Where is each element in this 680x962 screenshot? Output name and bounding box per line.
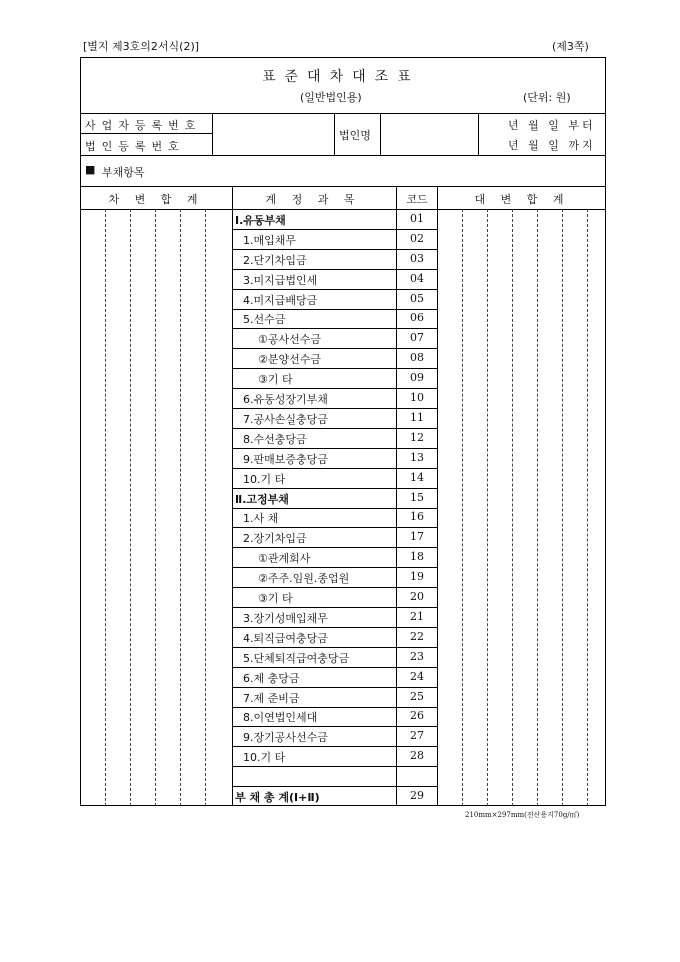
account-label: 2.단기차입금 (243, 253, 307, 267)
account-code: 26 (410, 709, 424, 723)
credit-amount-field[interactable] (438, 567, 606, 587)
row-divider (232, 388, 437, 389)
debit-amount-field[interactable] (80, 388, 232, 408)
account-code: 17 (410, 530, 424, 544)
corp-name-field[interactable] (381, 113, 478, 155)
debit-amount-field[interactable] (80, 348, 232, 368)
debit-amount-field[interactable] (80, 428, 232, 448)
corp-reg-field[interactable] (212, 134, 334, 155)
debit-amount-field[interactable] (80, 567, 232, 587)
row-divider (232, 587, 437, 588)
credit-amount-field[interactable] (438, 209, 606, 229)
debit-amount-field[interactable] (80, 527, 232, 547)
account-label: ①공사선수금 (258, 333, 321, 347)
credit-amount-field[interactable] (438, 647, 606, 667)
account-code: 15 (410, 490, 424, 504)
divider (232, 186, 233, 806)
account-label: 9.판매보증충당금 (243, 452, 328, 466)
debit-amount-field[interactable] (80, 766, 232, 786)
account-code: 13 (410, 450, 424, 464)
account-label: 1.매입채무 (243, 233, 296, 247)
debit-amount-field[interactable] (80, 547, 232, 567)
account-label: 7.공사손실충당금 (243, 412, 328, 426)
row-divider (232, 766, 437, 767)
debit-amount-field[interactable] (80, 289, 232, 309)
row-divider (232, 309, 437, 310)
row-divider (232, 269, 437, 270)
debit-amount-field[interactable] (80, 587, 232, 607)
account-label: ①관계회사 (258, 552, 311, 566)
account-label: 4.퇴직급여충당금 (243, 631, 328, 645)
account-label: 9.장기공사선수금 (243, 731, 328, 745)
row-divider (232, 468, 437, 469)
row-divider (232, 687, 437, 688)
debit-amount-field[interactable] (80, 328, 232, 348)
corp-name-label: 법인명 (339, 129, 371, 142)
account-label: ②분양선수금 (258, 353, 321, 367)
credit-amount-field[interactable] (438, 428, 606, 448)
row-divider (232, 607, 437, 608)
account-label: Ⅱ.고정부채 (235, 492, 289, 506)
row-divider (232, 726, 437, 727)
account-label: 1.사 채 (243, 512, 279, 526)
account-code: 23 (410, 649, 424, 663)
row-divider (232, 249, 437, 250)
row-divider (232, 647, 437, 648)
credit-amount-field[interactable] (438, 587, 606, 607)
account-label: 3.장기성매입채무 (243, 611, 328, 625)
account-code: 24 (410, 669, 424, 683)
credit-amount-field[interactable] (438, 488, 606, 508)
biz-reg-field[interactable] (212, 113, 334, 133)
account-code: 29 (410, 789, 424, 803)
row-divider (232, 448, 437, 449)
credit-amount-field[interactable] (438, 627, 606, 647)
credit-amount-field[interactable] (438, 309, 606, 329)
account-code: 07 (410, 331, 424, 345)
account-code: 02 (410, 231, 424, 245)
credit-amount-field[interactable] (438, 527, 606, 547)
debit-amount-field[interactable] (80, 607, 232, 627)
debit-amount-field[interactable] (80, 647, 232, 667)
code-header: 코드 (406, 193, 428, 206)
debit-amount-field[interactable] (80, 786, 232, 806)
debit-amount-field[interactable] (80, 368, 232, 388)
account-header: 계 정 과 목 (265, 193, 361, 206)
divider (80, 113, 606, 114)
account-label: 3.미지급법인세 (243, 273, 318, 287)
page-label: (제3쪽) (552, 40, 589, 53)
period-to: 년 월 일 까지 (508, 139, 596, 152)
account-label: 6.유동성장기부채 (243, 393, 328, 407)
paper-spec: 210mm×297mm(전산용지70g/㎡) (465, 811, 580, 819)
credit-amount-field[interactable] (438, 388, 606, 408)
debit-amount-field[interactable] (80, 508, 232, 528)
credit-amount-field[interactable] (438, 448, 606, 468)
credit-header: 대 변 합 계 (474, 193, 570, 206)
credit-amount-field[interactable] (438, 667, 606, 687)
account-code: 09 (410, 371, 424, 385)
credit-amount-field[interactable] (438, 348, 606, 368)
account-label: ②주주.임원.종업원 (258, 572, 350, 586)
debit-amount-field[interactable] (80, 229, 232, 249)
account-code: 10 (410, 391, 424, 405)
credit-amount-field[interactable] (438, 508, 606, 528)
row-divider (232, 627, 437, 628)
row-divider (232, 368, 437, 369)
section-marker: ■ (85, 163, 96, 176)
credit-amount-field[interactable] (438, 707, 606, 727)
debit-amount-field[interactable] (80, 488, 232, 508)
corp-reg-label: 법인등록번호 (85, 140, 185, 153)
account-code: 16 (410, 510, 424, 524)
row-divider (232, 508, 437, 509)
account-label: 8.이연법인세대 (243, 711, 318, 725)
credit-amount-field[interactable] (438, 547, 606, 567)
period-from: 년 월 일 부터 (508, 119, 596, 132)
account-label: 8.수선충당금 (243, 432, 307, 446)
credit-amount-field[interactable] (438, 766, 606, 786)
row-divider (232, 746, 437, 747)
form-label: [별지 제3호의2서식(2)] (83, 40, 200, 53)
account-label: 5.단체퇴직급여충당금 (243, 651, 350, 665)
account-code: 20 (410, 590, 424, 604)
debit-amount-field[interactable] (80, 249, 232, 269)
account-label: 2.장기차입금 (243, 532, 307, 546)
account-label: ③기 타 (258, 592, 293, 606)
credit-amount-field[interactable] (438, 269, 606, 289)
account-code: 06 (410, 311, 424, 325)
unit-label: (단위: 원) (523, 91, 571, 104)
debit-amount-field[interactable] (80, 726, 232, 746)
account-code: 05 (410, 291, 424, 305)
row-divider (232, 527, 437, 528)
row-divider (232, 328, 437, 329)
account-code: 03 (410, 251, 424, 265)
account-label: 4.미지급배당금 (243, 293, 318, 307)
biz-reg-label: 사업자등록번호 (85, 119, 202, 132)
account-code: 25 (410, 689, 424, 703)
credit-amount-field[interactable] (438, 786, 606, 806)
row-divider (232, 488, 437, 489)
account-code: 22 (410, 629, 424, 643)
account-code: 14 (410, 470, 424, 484)
row-divider (232, 428, 437, 429)
credit-amount-field[interactable] (438, 368, 606, 388)
divider (478, 113, 479, 155)
account-label: 6.제 충당금 (243, 671, 300, 685)
divider (334, 113, 335, 155)
credit-amount-field[interactable] (438, 607, 606, 627)
account-label: 10.기 타 (243, 472, 286, 486)
debit-amount-field[interactable] (80, 687, 232, 707)
debit-header: 차 변 합 계 (108, 193, 204, 206)
row-divider (232, 229, 437, 230)
credit-amount-field[interactable] (438, 746, 606, 766)
row-divider (232, 289, 437, 290)
credit-amount-field[interactable] (438, 229, 606, 249)
row-divider (232, 348, 437, 349)
account-code: 04 (410, 271, 424, 285)
account-code: 01 (410, 211, 424, 225)
credit-amount-field[interactable] (438, 726, 606, 746)
row-divider (232, 547, 437, 548)
account-code: 28 (410, 749, 424, 763)
debit-amount-field[interactable] (80, 269, 232, 289)
account-code: 12 (410, 430, 424, 444)
debit-amount-field[interactable] (80, 448, 232, 468)
credit-amount-field[interactable] (438, 249, 606, 269)
debit-amount-field[interactable] (80, 707, 232, 727)
account-code: 19 (410, 570, 424, 584)
row-divider (232, 707, 437, 708)
account-label: 부 채 총 계(Ⅰ+Ⅱ) (235, 791, 320, 805)
account-code: 21 (410, 609, 424, 623)
account-label: 10.기 타 (243, 751, 286, 765)
account-label: 5.선수금 (243, 313, 286, 327)
divider (396, 186, 397, 806)
account-label: 7.제 준비금 (243, 691, 300, 705)
credit-amount-field[interactable] (438, 328, 606, 348)
credit-amount-field[interactable] (438, 687, 606, 707)
page-title: 표준대차대조표 (262, 69, 420, 85)
row-divider (232, 786, 437, 787)
account-code: 27 (410, 729, 424, 743)
debit-amount-field[interactable] (80, 468, 232, 488)
account-code: 08 (410, 351, 424, 365)
section-title: 부채항목 (102, 166, 145, 179)
account-label: ③기 타 (258, 373, 293, 387)
row-divider (232, 567, 437, 568)
account-code: 18 (410, 550, 424, 564)
debit-amount-field[interactable] (80, 667, 232, 687)
credit-amount-field[interactable] (438, 408, 606, 428)
debit-amount-field[interactable] (80, 408, 232, 428)
debit-amount-field[interactable] (80, 746, 232, 766)
row-divider (232, 667, 437, 668)
account-label: Ⅰ.유동부채 (235, 213, 286, 227)
debit-amount-field[interactable] (80, 209, 232, 229)
credit-amount-field[interactable] (438, 468, 606, 488)
row-divider (232, 408, 437, 409)
debit-amount-field[interactable] (80, 309, 232, 329)
credit-amount-field[interactable] (438, 289, 606, 309)
debit-amount-field[interactable] (80, 627, 232, 647)
divider (80, 133, 212, 134)
divider (80, 186, 606, 187)
divider (80, 155, 606, 156)
page-subtitle: (일반법인용) (300, 91, 362, 104)
account-code: 11 (410, 410, 424, 424)
